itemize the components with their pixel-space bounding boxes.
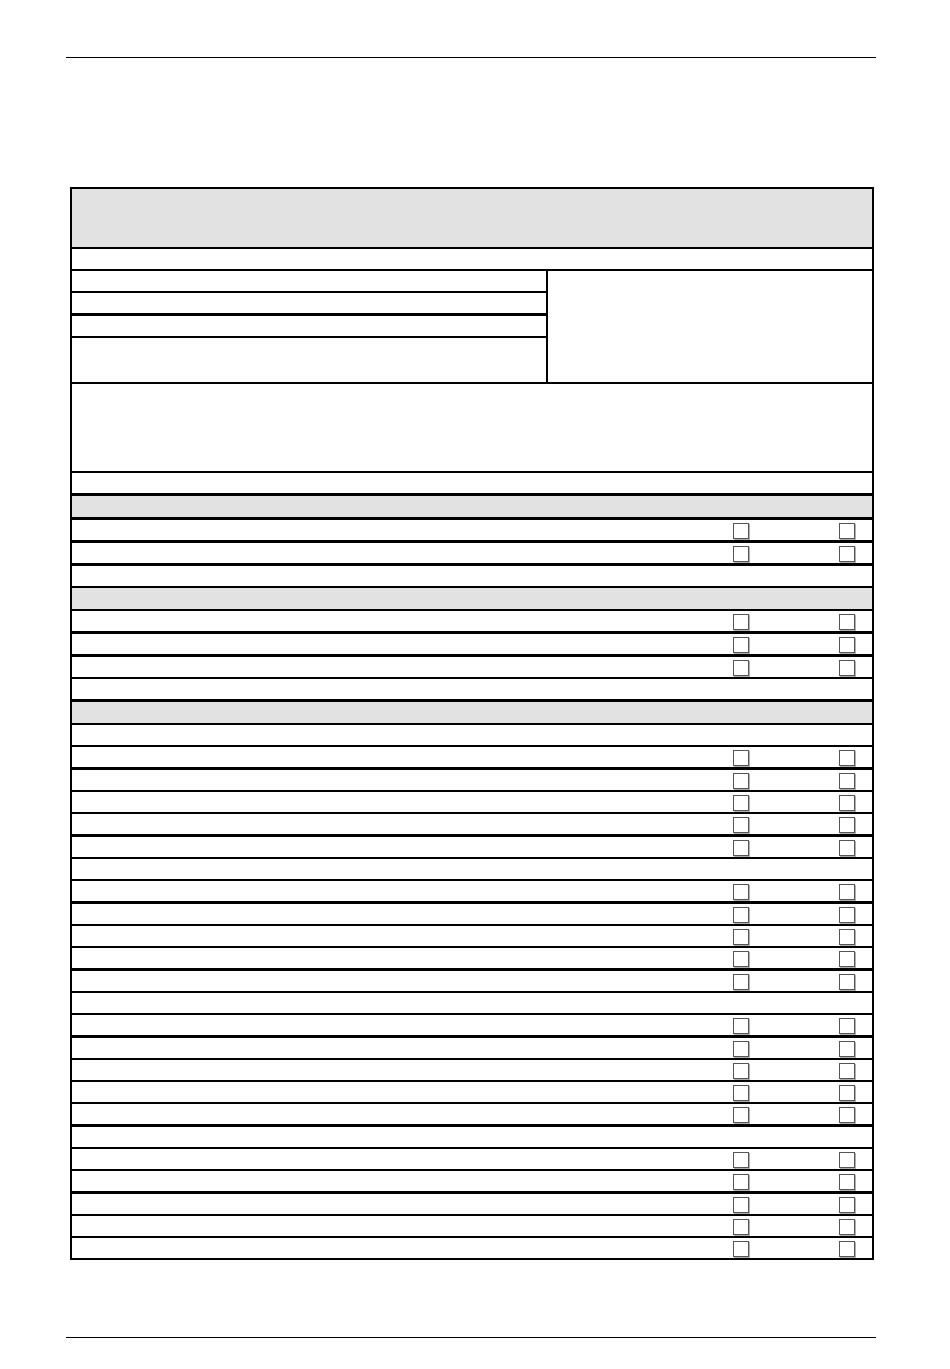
checkbox-a-row-1[interactable] <box>733 523 749 539</box>
checklist-row <box>70 879 874 903</box>
section-3-heading <box>70 700 874 725</box>
form-subtitle-row <box>70 247 874 271</box>
checkbox-a-row-11[interactable] <box>733 884 749 900</box>
checkbox-b-row-19[interactable] <box>839 1085 855 1101</box>
checklist-row <box>70 745 874 769</box>
checklist-row <box>70 1147 874 1171</box>
checklist-row <box>70 541 874 565</box>
checklist-row <box>70 1102 874 1126</box>
checklist-row <box>70 812 874 836</box>
blank-row-1 <box>70 471 874 495</box>
checkbox-a-row-22[interactable] <box>733 1174 749 1190</box>
checklist-row <box>70 835 874 859</box>
checkbox-a-row-12[interactable] <box>733 907 749 923</box>
checkbox-a-row-24[interactable] <box>733 1219 749 1235</box>
info-side-box[interactable] <box>546 269 874 384</box>
blank-row-3 <box>70 677 874 701</box>
checkbox-b-row-14[interactable] <box>839 951 855 967</box>
checkbox-a-row-21[interactable] <box>733 1152 749 1168</box>
checkbox-b-row-1[interactable] <box>839 523 855 539</box>
checkbox-b-row-6[interactable] <box>839 750 855 766</box>
checkbox-a-row-6[interactable] <box>733 750 749 766</box>
checkbox-a-row-18[interactable] <box>733 1063 749 1079</box>
checkbox-b-row-11[interactable] <box>839 884 855 900</box>
checkbox-a-row-7[interactable] <box>733 773 749 789</box>
checklist-row <box>70 969 874 993</box>
checklist-row <box>70 1214 874 1238</box>
checklist-row <box>70 1236 874 1260</box>
checkbox-b-row-5[interactable] <box>839 660 855 676</box>
checkbox-a-row-25[interactable] <box>733 1241 749 1257</box>
checklist-row <box>70 1058 874 1082</box>
checkbox-b-row-13[interactable] <box>839 929 855 945</box>
section-2-heading <box>70 586 874 611</box>
checkbox-b-row-25[interactable] <box>839 1241 855 1257</box>
group-4-label-row <box>70 1125 874 1149</box>
checkbox-b-row-23[interactable] <box>839 1197 855 1213</box>
notes-area[interactable] <box>70 382 874 473</box>
info-field-4[interactable] <box>70 336 548 384</box>
checklist-row <box>70 1013 874 1037</box>
checklist-row <box>70 632 874 656</box>
checklist-row <box>70 1169 874 1193</box>
checkbox-a-row-5[interactable] <box>733 660 749 676</box>
group-2-label-row <box>70 857 874 881</box>
form-title-block <box>70 187 874 249</box>
checkbox-b-row-7[interactable] <box>839 773 855 789</box>
checklist-row <box>70 946 874 970</box>
checkbox-a-row-20[interactable] <box>733 1107 749 1123</box>
checklist-row <box>70 1080 874 1104</box>
checkbox-b-row-21[interactable] <box>839 1152 855 1168</box>
checkbox-a-row-19[interactable] <box>733 1085 749 1101</box>
info-field-2[interactable] <box>70 291 548 315</box>
checkbox-b-row-3[interactable] <box>839 614 855 630</box>
checkbox-a-row-3[interactable] <box>733 614 749 630</box>
checkbox-a-row-14[interactable] <box>733 951 749 967</box>
checklist-row <box>70 1036 874 1060</box>
checkbox-b-row-8[interactable] <box>839 795 855 811</box>
checkbox-b-row-15[interactable] <box>839 974 855 990</box>
group-1-label-row <box>70 723 874 747</box>
checkbox-a-row-16[interactable] <box>733 1018 749 1034</box>
page-footer-rule <box>66 1337 876 1338</box>
checkbox-b-row-9[interactable] <box>839 817 855 833</box>
checkbox-b-row-4[interactable] <box>839 637 855 653</box>
checklist-row <box>70 655 874 679</box>
checkbox-a-row-17[interactable] <box>733 1041 749 1057</box>
checkbox-b-row-24[interactable] <box>839 1219 855 1235</box>
checkbox-b-row-12[interactable] <box>839 907 855 923</box>
checkbox-a-row-15[interactable] <box>733 974 749 990</box>
checklist-row <box>70 518 874 542</box>
checkbox-b-row-18[interactable] <box>839 1063 855 1079</box>
checklist-form <box>70 187 874 1259</box>
blank-row-2 <box>70 564 874 588</box>
checkbox-b-row-16[interactable] <box>839 1018 855 1034</box>
checkbox-b-row-22[interactable] <box>839 1174 855 1190</box>
checkbox-a-row-13[interactable] <box>733 929 749 945</box>
checklist-row <box>70 1192 874 1216</box>
checklist-row <box>70 609 874 633</box>
page-header-rule <box>66 57 876 58</box>
checkbox-a-row-10[interactable] <box>733 840 749 856</box>
checkbox-a-row-4[interactable] <box>733 637 749 653</box>
checklist-row <box>70 902 874 926</box>
checklist-row <box>70 790 874 814</box>
checkbox-a-row-9[interactable] <box>733 817 749 833</box>
checkbox-b-row-20[interactable] <box>839 1107 855 1123</box>
checkbox-a-row-23[interactable] <box>733 1197 749 1213</box>
info-field-3[interactable] <box>70 314 548 338</box>
checkbox-a-row-2[interactable] <box>733 546 749 562</box>
checkbox-b-row-10[interactable] <box>839 840 855 856</box>
section-1-heading <box>70 494 874 519</box>
group-3-label-row <box>70 991 874 1015</box>
checklist-row <box>70 924 874 948</box>
checklist-row <box>70 768 874 792</box>
checkbox-b-row-2[interactable] <box>839 546 855 562</box>
checkbox-b-row-17[interactable] <box>839 1041 855 1057</box>
info-field-1[interactable] <box>70 269 548 293</box>
checkbox-a-row-8[interactable] <box>733 795 749 811</box>
